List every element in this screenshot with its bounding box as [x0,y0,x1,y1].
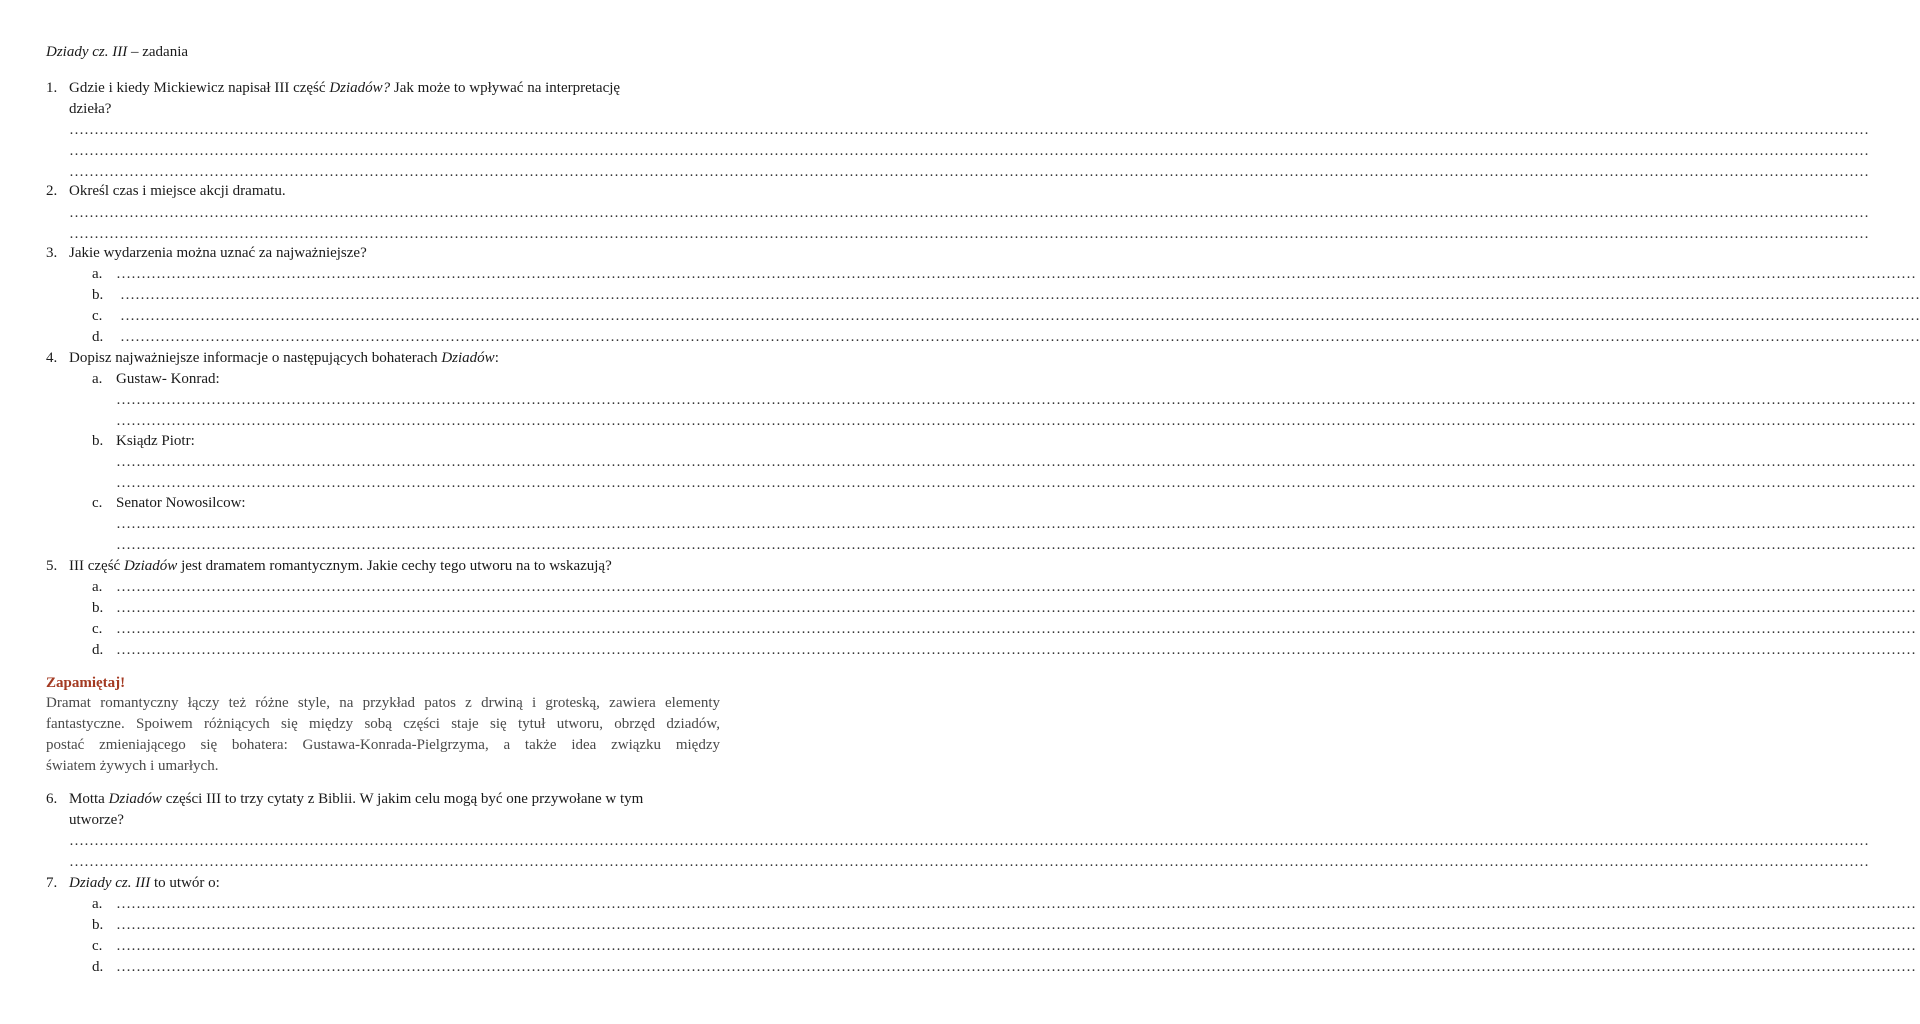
hero-nowosilcow: c. Senator Nowosilcow: [92,495,246,511]
question-5: 5. III część Dziadów jest dramatem romantycznym. Jakie cechy tego utworu na to wskazują? [46,558,612,574]
answer-line[interactable]: ……………………………………………………………………………………………………………………………………………………………………………………………………………………………………………………………………………………………………………………………… [116,917,1916,933]
answer-line[interactable]: ……………………………………………………………………………………………………………………………………………………………………………………………………………………………………………………………………………………………………………………………… [69,833,1869,849]
answer-line[interactable]: ……………………………………………………………………………………………………………………………………………………………………………………………………………………………………………………………………………………………………………………………… [116,413,1916,429]
question-1-cont: dzieła? [69,101,112,117]
question-7: 7. Dziady cz. III to utwór o: [46,875,220,891]
list-item: c. ……………………………………………………………………………………………………………………………………………………………………………………………………………………………………………………………………………………………………………………………… [92,308,1920,324]
answer-line[interactable]: ……………………………………………………………………………………………………………………………………………………………………………………………………………………………………………………………………………………………………………………………… [116,600,1916,616]
list-item: a. ……………………………………………………………………………………………………………………………………………………………………………………………………………………………………………………………………………………………………………………………… [92,896,1916,912]
question-1: 1. Gdzie i kiedy Mickiewicz napisał III część Dziadów? Jak może to wpływać na interpretację [46,80,621,96]
answer-line[interactable]: ……………………………………………………………………………………………………………………………………………………………………………………………………………………………………………………………………………………………………………………………… [116,959,1916,975]
answer-line[interactable]: ……………………………………………………………………………………………………………………………………………………………………………………………………………………………………………………………………………………………………………………………… [69,205,1869,221]
question-3: 3. Jakie wydarzenia można uznać za najważniejsze? [46,245,367,261]
list-item: d. ……………………………………………………………………………………………………………………………………………………………………………………………………………………………………………………………………………………………………………………………… [92,642,1916,658]
question-6-cont: utworze? [69,812,124,828]
list-item: c. ……………………………………………………………………………………………………………………………………………………………………………………………………………………………………………………………………………………………………………………………… [92,938,1916,954]
answer-line[interactable]: ……………………………………………………………………………………………………………………………………………………………………………………………………………………………………………………………………………………………………………………………… [116,516,1916,532]
answer-line[interactable]: ……………………………………………………………………………………………………………………………………………………………………………………………………………………………………………………………………………………………………………………………… [116,266,1916,282]
answer-line[interactable]: ……………………………………………………………………………………………………………………………………………………………………………………………………………………………………………………………………………………………………………………………… [69,143,1869,159]
answer-line[interactable]: ……………………………………………………………………………………………………………………………………………………………………………………………………………………………………………………………………………………………………………………………… [116,579,1916,595]
list-item: b. ……………………………………………………………………………………………………………………………………………………………………………………………………………………………………………………………………………………………………………………………… [92,600,1916,616]
answer-line[interactable]: ……………………………………………………………………………………………………………………………………………………………………………………………………………………………………………………………………………………………………………………………… [69,164,1869,180]
answer-line[interactable]: ……………………………………………………………………………………………………………………………………………………………………………………………………………………………………………………………………………………………………………………………… [116,454,1916,470]
answer-line[interactable]: ……………………………………………………………………………………………………………………………………………………………………………………………………………………………………………………………………………………………………………………………… [116,392,1916,408]
list-item: b. ……………………………………………………………………………………………………………………………………………………………………………………………………………………………………………………………………………………………………………………………… [92,917,1916,933]
answer-line[interactable]: ……………………………………………………………………………………………………………………………………………………………………………………………………………………………………………………………………………………………………………………………… [120,329,1920,345]
answer-line[interactable]: ……………………………………………………………………………………………………………………………………………………………………………………………………………………………………………………………………………………………………………………………… [116,475,1916,491]
answer-line[interactable]: ……………………………………………………………………………………………………………………………………………………………………………………………………………………………………………………………………………………………………………………………… [69,226,1869,242]
answer-line[interactable]: ……………………………………………………………………………………………………………………………………………………………………………………………………………………………………………………………………………………………………………………………… [116,938,1916,954]
question-6: 6. Motta Dziadów części III to trzy cytaty z Biblii. W jakim celu mogą być one przywołane w tym [46,791,644,807]
answer-line[interactable]: ……………………………………………………………………………………………………………………………………………………………………………………………………………………………………………………………………………………………………………………………… [69,122,1869,138]
list-item: b. ……………………………………………………………………………………………………………………………………………………………………………………………………………………………………………………………………………………………………………………………… [92,287,1920,303]
question-2: 2. Określ czas i miejsce akcji dramatu. [46,183,286,199]
remember-paragraph: Dramat romantyczny łączy też różne style, na przykład patos z drwiną i groteską, zawiera elementy fantastyczne. Spoiwem różniących się między sobą części staje się tytuł utworu, obrzęd dziadów, postać zmieniającego się bohatera: Gustawa-Konrada-Pielgrzyma, a także idea związku między światem żywych i umarłych. [46,695,720,774]
answer-line[interactable]: ……………………………………………………………………………………………………………………………………………………………………………………………………………………………………………………………………………………………………………………………… [116,537,1916,553]
answer-line[interactable]: ……………………………………………………………………………………………………………………………………………………………………………………………………………………………………………………………………………………………………………………………… [116,621,1916,637]
answer-line[interactable]: ……………………………………………………………………………………………………………………………………………………………………………………………………………………………………………………………………………………………………………………………… [116,642,1916,658]
list-item: a. ……………………………………………………………………………………………………………………………………………………………………………………………………………………………………………………………………………………………………………………………… [92,579,1916,595]
page-title: Dziady cz. III – zadania [46,44,189,60]
hero-piotr: b. Ksiądz Piotr: [92,433,195,449]
question-4: 4. Dopisz najważniejsze informacje o następujących bohaterach Dziadów: [46,350,499,366]
list-item: d. ……………………………………………………………………………………………………………………………………………………………………………………………………………………………………………………………………………………………………………………………… [92,329,1920,345]
list-item: c. ……………………………………………………………………………………………………………………………………………………………………………………………………………………………………………………………………………………………………………………………… [92,621,1916,637]
list-item: a. ……………………………………………………………………………………………………………………………………………………………………………………………………………………………………………………………………………………………………………………………… [92,266,1916,282]
answer-line[interactable]: ……………………………………………………………………………………………………………………………………………………………………………………………………………………………………………………………………………………………………………………………… [69,854,1869,870]
remember-heading: Zapamiętaj! [46,675,126,691]
list-item: d. ……………………………………………………………………………………………………………………………………………………………………………………………………………………………………………………………………………………………………………………………… [92,959,1916,975]
answer-line[interactable]: ……………………………………………………………………………………………………………………………………………………………………………………………………………………………………………………………………………………………………………………………… [120,308,1920,324]
answer-line[interactable]: ……………………………………………………………………………………………………………………………………………………………………………………………………………………………………………………………………………………………………………………………… [120,287,1920,303]
answer-line[interactable]: ……………………………………………………………………………………………………………………………………………………………………………………………………………………………………………………………………………………………………………………………… [116,896,1916,912]
hero-gustaw: a. Gustaw- Konrad: [92,371,220,387]
